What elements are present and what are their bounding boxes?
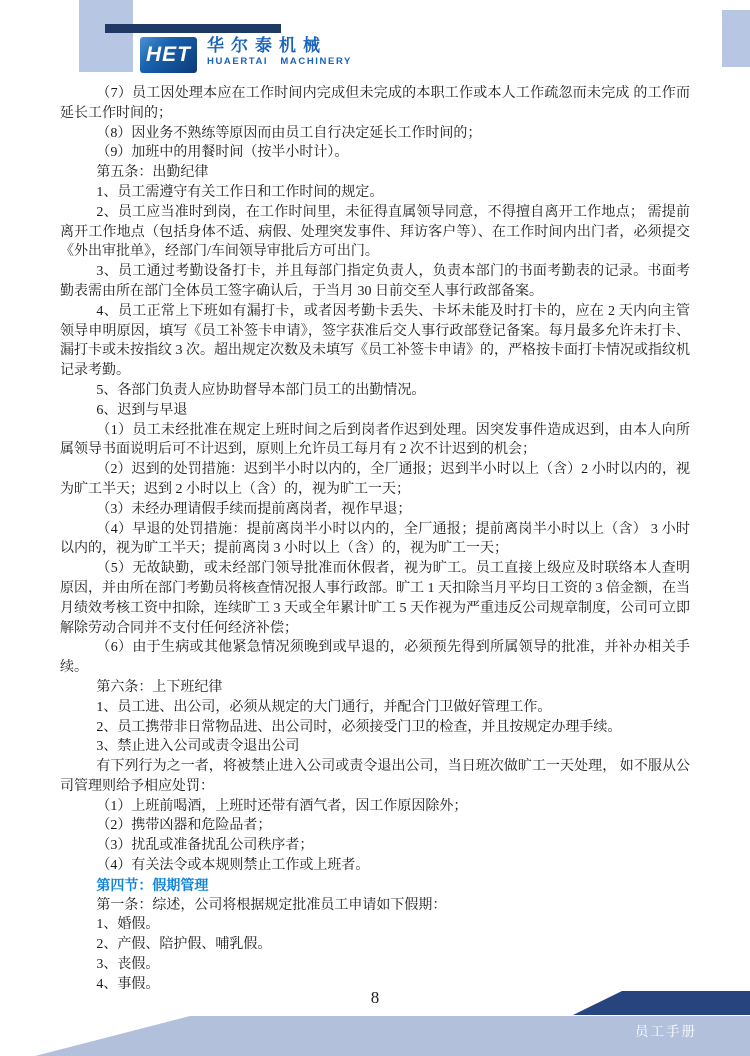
paragraph: 第六条：上下班纪律 [96,679,223,695]
paragraph: 3、禁止进入公司或责令退出公司 [96,739,300,755]
paragraph: （4）早退的处罚措施：提前离岗半小时以内的，全厂通报；提前离岗半小时以上（含） 3 小时以内的，视为旷工半天；提前离岗 3 小时以上（含）的，视为旷工一天； [60,521,690,557]
brand-name-english: HUAERTAI MACHINERY [207,56,352,67]
paragraph: （1）上班前喝酒，上班时还带有酒气者，因工作原因除外； [96,798,468,814]
corner-decoration-right [722,10,750,67]
paragraph: 有下列行为之一者，将被禁止进入公司或责令退出公司，当日班次做旷工一天处理， 如不服从公司管理则给予相应处罚： [60,759,690,794]
paragraph: （3）扰乱或准备扰乱公司秩序者； [96,838,314,854]
paragraph: （5）无故缺勤，或未经部门领导批准而休假者，视为旷工。员工直接上级应及时联络本人查明原因，并由所在部门考勤员将核查情况报人事行政部。旷工 1 天扣除当月平均日工资的 3 倍金额，在当月绩效考核工资中扣除，连续旷工 3 天或全年累计旷工 5 天作视为严重违反公司规章制度，公司可立即解除劳动合同并不支付任何经济补偿； [60,561,690,636]
paragraph: 1、婚假。 [96,917,160,933]
brand-name-chinese: 华尔泰机械 [207,36,327,55]
paragraph: 4、事假。 [96,976,160,992]
document-body [60,84,690,995]
corner-decoration-left [79,0,133,72]
paragraph: 1、员工需遵守有关工作日和工作时间的规定。 [96,184,384,200]
brand-block [207,36,507,68]
paragraph: 第一条：综述，公司将根据规定批准员工申请如下假期： [96,897,447,913]
paragraph: （2）迟到的处罚措施：迟到半小时以内的，全厂通报；迟到半小时以上（含）2 小时以内的，视为旷工半天；迟到 2 小时以上（含）的，视为旷工一天； [60,462,690,497]
paragraph: （2）携带凶器和危险品者； [96,818,272,834]
paragraph: （1）员工未经批准在规定上班时间之后到岗者作迟到处理。因突发事件造成迟到，由本人向所属领导书面说明后可不计迟到，原则上允许员工每月有 2 次不计迟到的机会； [60,422,690,458]
paragraph: （9）加班中的用餐时间（按半小时计）。 [96,145,349,161]
paragraph: （3）未经办理请假手续而提前离岗者，视作早退； [96,501,412,517]
paragraph: （6）由于生病或其他紧急情况须晚到或早退的，必须预先得到所属领导的批准，并补办相关手续。 [60,640,690,676]
company-logo [140,37,197,73]
paragraph: 1、员工进、出公司，必须从规定的大门通行，并配合门卫做好管理工作。 [96,699,552,715]
page-number: 8 [370,988,380,1007]
logo-abbr-text: HET [146,43,191,66]
paragraph: 6、迟到与早退 [96,402,188,418]
paragraph: 3、丧假。 [96,957,160,973]
handbook-label: 员工手册 [635,1024,697,1039]
paragraph: 2、员工携带非日常物品进、出公司时，必须接受门卫的检查，并且按规定办理手续。 [96,719,622,735]
section-heading: 第四节：假期管理 [96,876,209,893]
paragraph: （8）因业务不熟练等原因而由员工自行决定延长工作时间的； [96,125,482,141]
paragraph: （7）员工因处理本应在工作时间内完成但未完成的本职工作或本人工作疏忽而未完成 的工作而延长工作时间的； [60,86,690,121]
paragraph: 2、员工应当准时到岗，在工作时间里，未征得直属领导同意，不得擅自离开工作地点； 需提前离开工作地点（包括身体不适、病假、处理突发事件、拜访客户等）、在工作时间内出门者，必须提交《外出审批单》，经部门/车间领导审批后方可出门。 [60,204,690,260]
paragraph: 5、各部门负责人应协助督导本部门员工的出勤情况。 [96,382,426,398]
paragraph: 2、产假、陪护假、哺乳假。 [96,937,272,953]
header-bar [105,24,281,33]
paragraph: 第五条：出勤纪律 [96,165,209,181]
paragraph: 4、员工正常上下班如有漏打卡，或者因考勤卡丢失、卡坏未能及时打卡的，应在 2 天内向主管领导申明原因，填写《员工补签卡申请》，签字获准后交人事行政部登记备案。每月最多允许未打卡、漏打卡或未按指纹 3 次。超出规定次数及未填写《员工补签卡申请》的，严格按卡面打卡情况或指纹机记录考勤。 [60,303,690,379]
paragraph: 3、员工通过考勤设备打卡，并且每部门指定负责人，负责本部门的书面考勤表的记录。书面考勤表需由所在部门全体员工签字确认后，于当月 30 日前交至人事行政部备案。 [60,264,690,299]
paragraph: （4）有关法令或本规则禁止工作或上班者。 [96,858,370,874]
